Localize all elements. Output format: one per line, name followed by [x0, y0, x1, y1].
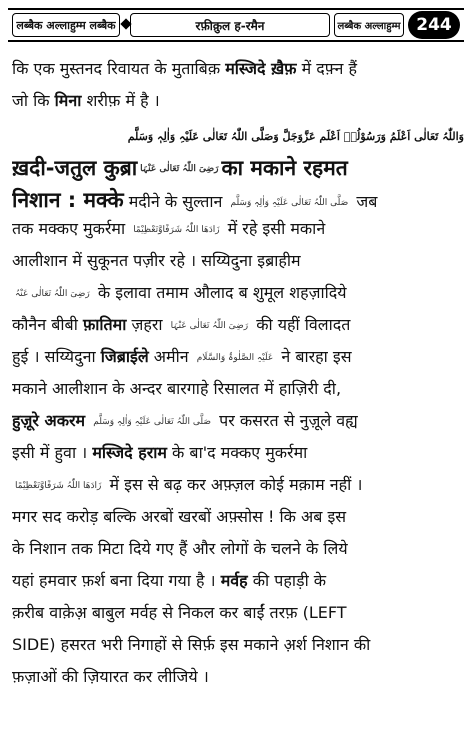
text-line — [12, 474, 464, 497]
text-line: आलीशान में सुकूनत पज़ीर रहे । सय्यिदुना इब्राहीम — [12, 251, 301, 270]
arabic-honorific: رَضِیَ اللّٰہُ تَعَالٰی عَنْہَا — [140, 164, 219, 174]
running-title: रफ़ीक़ुल ह-रमैन — [130, 13, 330, 37]
header-right-label: लब्बैक अल्लाहुम्म — [334, 13, 404, 37]
bold-term: मिना — [54, 91, 82, 110]
arabic-honorific: زَادَھَا اللّٰہُ شَرَفًاوَّتَعْظِیْمًا — [133, 224, 220, 235]
text-line — [12, 314, 464, 337]
heading-text: का मकाने रहमत — [221, 156, 348, 180]
text-line — [12, 58, 464, 80]
heading-text: ख़दी-जतुल कुब्रा — [12, 156, 138, 180]
header-left-label: लब्बैक अल्लाहुम्म लब्बैक — [12, 13, 120, 37]
text-span: कौनैन बीबी — [12, 315, 83, 334]
text-span: शरीफ़ में है । — [81, 91, 160, 110]
bold-term: मस्जिदे ख़ैफ़ — [225, 59, 297, 78]
text-span: में इस से बढ़ कर अफ़्ज़ल कोई मक़ाम नहीं । — [104, 475, 363, 494]
text-line: मगर सद करोड़ बल्कि अरबों खरबों अफ़्सोस ! कि अब इस — [12, 507, 347, 526]
text-span: की यहीं विलादत — [251, 315, 351, 334]
text-span: ने बारहा इस — [276, 347, 352, 366]
text-span: यहां हमवार फ़र्श बना दिया गया है । — [12, 571, 221, 590]
text-span: जब — [351, 192, 378, 211]
bold-term: मर्वह — [220, 571, 248, 590]
text-line — [12, 186, 464, 214]
text-span: तक मक्कए मुकर्रमा — [12, 219, 131, 238]
arabic-honorific: عَلَیْہِ الصَّلٰوۃُ وَالسَّلَام — [196, 352, 274, 363]
section-heading — [12, 154, 464, 183]
text-line — [12, 410, 464, 433]
text-span: अमीन — [148, 347, 194, 366]
text-span: कि एक मुस्तनद रिवायत के मुताबिक़ — [12, 59, 226, 78]
text-line — [12, 442, 464, 464]
arabic-honorific: صَلَّی اللّٰہُ تَعَالٰی عَلَیْہِ وَاٰلِہٖ وَسَلَّم — [93, 416, 212, 427]
text-span: मदीने के सुल्तान — [123, 192, 228, 211]
heading-text: निशान : मक्के — [12, 188, 124, 212]
text-line — [12, 218, 464, 241]
text-line — [12, 90, 464, 112]
page-number: 244 — [408, 11, 460, 39]
text-line: फ़ज़ाओं की ज़ियारत कर लीजिये । — [12, 667, 209, 686]
arabic-invocation: وَاللّٰہُ تَعَالٰی اَعْلَمُ وَرَسُوْلُہٗ اَعْلَم عَزَّوَجَلَّ وَصَلَّی اللّٰہُ تَعَالٰی عَلَیْہِ وَاٰلِہٖ وَسَلَّم — [127, 130, 464, 143]
text-span: के इलावा तमाम औलाद ब शुमूल शहज़ादिये — [92, 283, 347, 302]
text-span: ज़हरा — [126, 315, 168, 334]
bold-term: जिब्राईले — [100, 347, 149, 366]
text-line — [12, 570, 464, 592]
text-line: क़रीब वाक़ेअ़ बाबुल मर्वह से निकल कर बाईं तरफ़ (LEFT — [12, 603, 347, 622]
arabic-honorific: صَلَّی اللّٰہُ تَعَالٰی عَلَیْہِ وَاٰلِہٖ وَسَلَّم — [230, 197, 349, 208]
text-span: में रहे इसी मकाने — [222, 219, 326, 238]
bold-term: फ़ातिमा — [82, 315, 127, 334]
bold-term: मस्जिदे हराम — [92, 443, 167, 462]
text-span: में दफ़्न हैं — [296, 59, 358, 78]
text-span: इसी में हुवा । — [12, 443, 93, 462]
text-span: जो कि — [12, 91, 55, 110]
bold-term: हुज़ूरे अकरम — [12, 411, 86, 430]
text-line — [12, 282, 464, 305]
text-span: के बा'द मक्कए मुकर्रमा — [166, 443, 308, 462]
text-line: के निशान तक मिटा दिये गए हैं और लोगों के चलने के लिये — [12, 539, 348, 558]
text-line: मकाने आलीशान के अन्दर बारगाहे रिसालत में हाज़िरी दी, — [12, 379, 342, 398]
text-span: पर कसरत से नुज़ूले वह्य — [214, 411, 358, 430]
page-header — [8, 8, 464, 42]
arabic-honorific: زَادَھَا اللّٰہُ شَرَفًاوَّتَعْظِیْمًا — [15, 480, 102, 491]
text-line: SIDE) हसरत भरी निगाहों से सिर्फ़ इस मकाने अ़र्श निशान की — [12, 635, 371, 654]
text-span: हुई । सय्यिदुना — [12, 347, 101, 366]
text-line — [12, 346, 464, 369]
arabic-honorific: رَضِیَ اللّٰہُ تَعَالٰی عَنْہَا — [170, 320, 249, 331]
text-span: की पहाड़ी के — [247, 571, 327, 590]
arabic-honorific: رَضِیَ اللّٰہُ تَعَالٰی عَنْہُ — [15, 288, 90, 299]
